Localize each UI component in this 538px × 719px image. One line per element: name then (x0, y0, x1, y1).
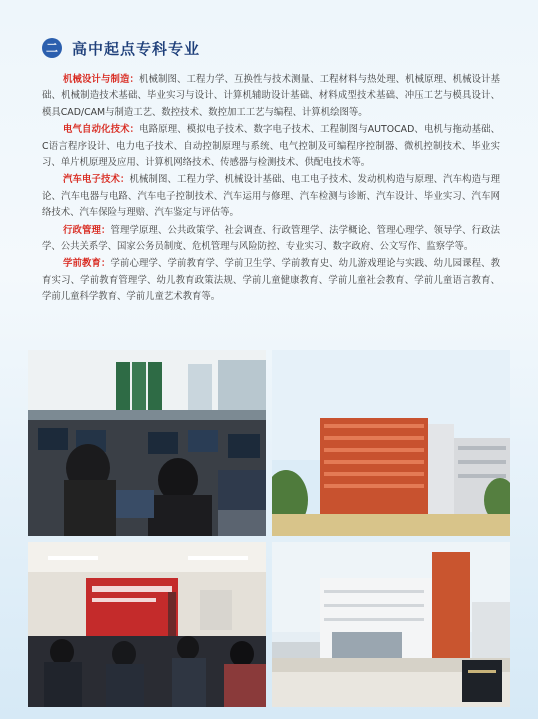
photo-lecture-hall (28, 542, 266, 707)
major-mechanical (42, 72, 500, 121)
major-courses: 学前心理学、学前教育学、学前卫生学、学前教育史、幼儿游戏理论与实践、幼儿园课程、教育实习、学前教育管理学、幼儿教育政策法规、学前儿童健康教育、学前儿童社会教育、学前儿童语言教育、学前儿童科学教育、学前儿童艺术教育等。 (42, 258, 500, 303)
major-administration (42, 223, 500, 256)
major-courses: 机械制图、工程力学、机械设计基础、电工电子技术、发动机构造与原理、汽车构造与理论、汽车电器与电路、汽车电子控制技术、汽车运用与修理、汽车检测与诊断、汽车设计、毕业实习、汽车网络技术、汽车保险与理赔、汽车鉴定与评估等。 (42, 174, 500, 219)
major-preschool (42, 256, 500, 305)
major-name: 汽车电子技术： (63, 174, 130, 186)
major-courses: 机械制图、工程力学、互换性与技术测量、工程材料与热处理、机械原理、机械设计基础、机械制造技术基础、毕业实习与设计、计算机辅助设计基础、材料成型技术基础、冲压工艺与模具设计、模具CAD/CAM与制造工艺、数控技术、数控加工工艺与编程、计算机绘图等。 (42, 74, 500, 118)
photo-computer-lab (28, 350, 266, 536)
major-name: 电气自动化技术： (63, 124, 140, 136)
major-automotive (42, 172, 500, 221)
major-electrical (42, 122, 500, 171)
major-courses: 管理学原理、公共政策学、社会调查、行政管理学、法学概论、管理心理学、领导学、行政法学、公共关系学、国家公务员制度、危机管理与风险防控、专业实习、数字政府、公文写作、监察学等。 (42, 224, 500, 253)
majors-list (42, 72, 500, 307)
major-courses: 电路原理、模拟电子技术、数字电子技术、工程制图与AUTOCAD、电机与拖动基础、C语言程序设计、电力电子技术、自动控制原理与系统、电气控制及可编程序控制器、微机控制技术、毕业实习、单片机原理及应用、计算机网络技术、传感器与检测技术、供配电技术等。 (42, 124, 500, 169)
photo-grid (28, 350, 510, 707)
major-name: 机械设计与制造： (63, 74, 140, 85)
major-name: 行政管理： (63, 224, 111, 236)
major-name: 学前教育： (63, 258, 111, 270)
photo-campus-entrance (272, 542, 510, 707)
photo-campus-building (272, 350, 510, 536)
section-number-badge: 二 (42, 38, 62, 58)
section-title: 高中起点专科专业 (72, 39, 201, 58)
section-header (42, 37, 200, 59)
